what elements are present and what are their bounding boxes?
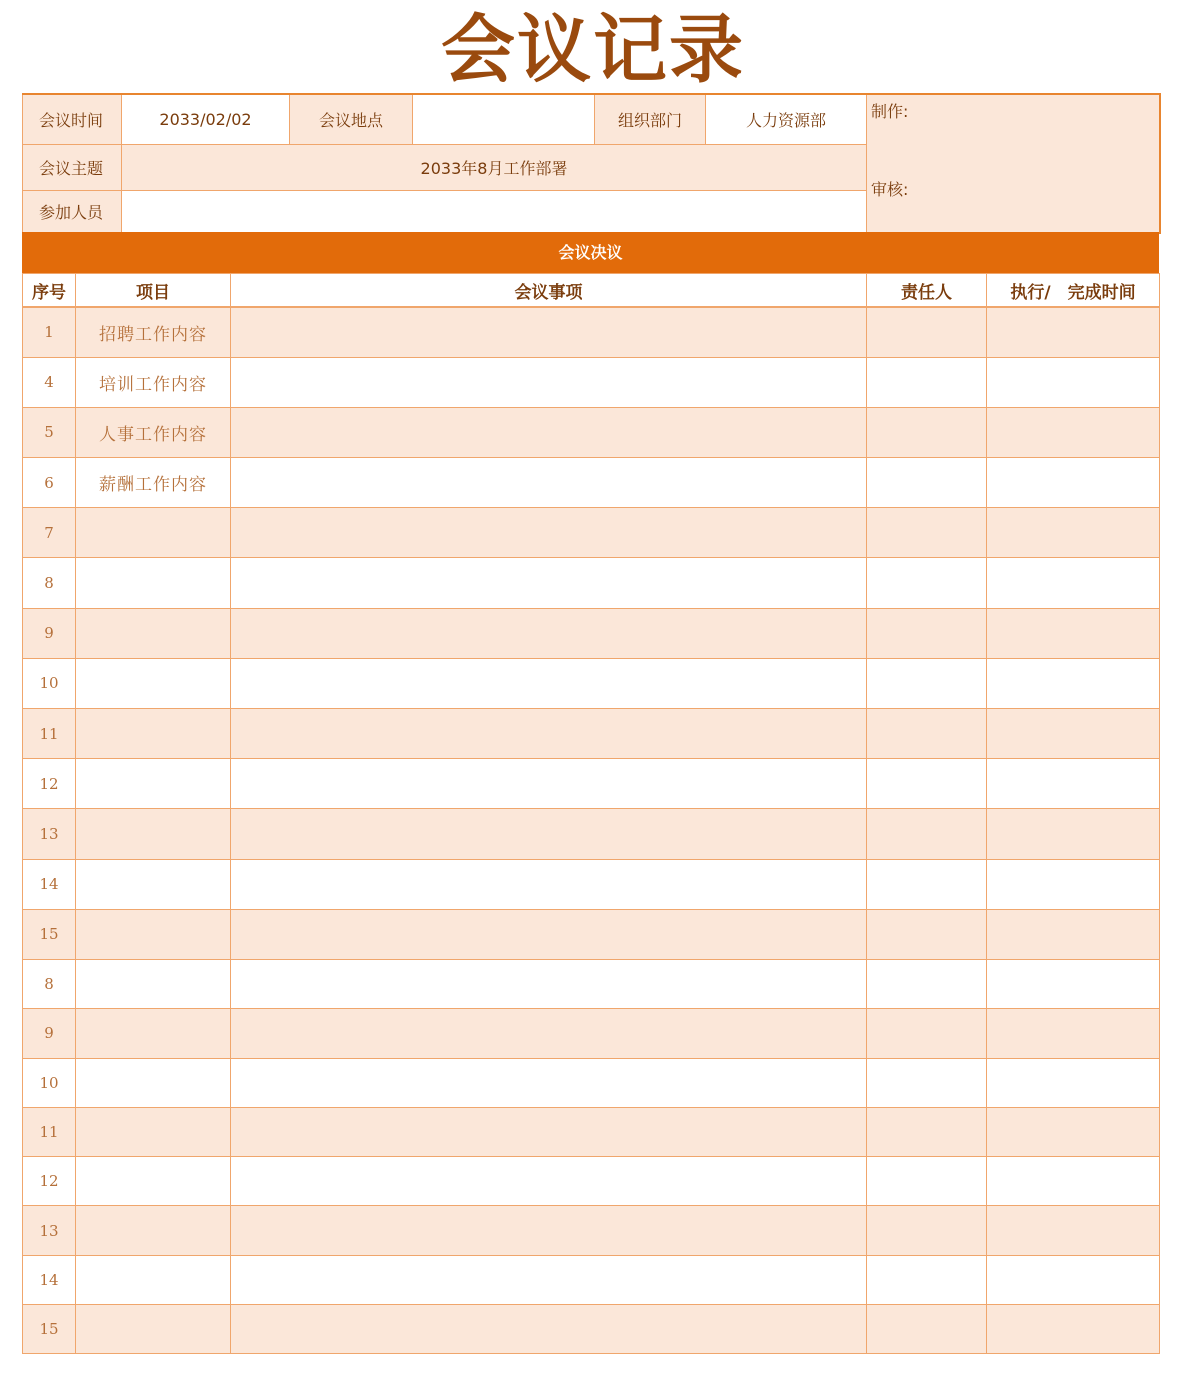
row-deadline[interactable]: [987, 1009, 1160, 1058]
row-matter[interactable]: [231, 1157, 867, 1206]
signoff-cell: [867, 94, 1160, 233]
row-index: 8: [23, 558, 76, 608]
row-index: 11: [23, 709, 76, 759]
row-deadline[interactable]: [987, 909, 1160, 959]
row-item[interactable]: [76, 709, 231, 759]
row-owner[interactable]: [867, 508, 987, 558]
row-index: 1: [23, 307, 76, 357]
header-deadline: 执行/ 完成时间: [987, 274, 1160, 308]
table-row: [23, 909, 1160, 959]
row-index: 7: [23, 508, 76, 558]
row-index: 12: [23, 1157, 76, 1206]
row-owner[interactable]: [867, 809, 987, 859]
table-row: [23, 658, 1160, 708]
row-index: 8: [23, 959, 76, 1008]
meeting-place-value[interactable]: [413, 94, 595, 144]
row-item[interactable]: 薪酬工作内容: [76, 458, 231, 508]
row-deadline[interactable]: [987, 1107, 1160, 1156]
row-owner[interactable]: [867, 658, 987, 708]
meeting-time-value[interactable]: 2033/02/02: [122, 94, 290, 144]
row-item[interactable]: [76, 558, 231, 608]
table-row: [23, 1058, 1160, 1107]
meeting-topic-label: 会议主题: [23, 144, 122, 190]
row-item[interactable]: [76, 658, 231, 708]
row-item[interactable]: [76, 759, 231, 809]
row-matter[interactable]: [231, 1255, 867, 1304]
row-matter[interactable]: [231, 709, 867, 759]
attendees-value[interactable]: [122, 190, 867, 233]
row-matter[interactable]: [231, 407, 867, 457]
row-matter[interactable]: [231, 307, 867, 357]
row-item[interactable]: [76, 1206, 231, 1255]
table-row: [23, 558, 1160, 608]
attendees-label: 参加人员: [23, 190, 122, 233]
header-owner: 责任人: [867, 274, 987, 308]
row-matter[interactable]: [231, 458, 867, 508]
table-row: [23, 1009, 1160, 1058]
row-deadline[interactable]: [987, 1305, 1160, 1354]
row-index: 12: [23, 759, 76, 809]
row-owner[interactable]: [867, 959, 987, 1008]
table-row: [23, 1255, 1160, 1304]
row-matter[interactable]: [231, 1058, 867, 1107]
row-deadline[interactable]: [987, 407, 1160, 457]
row-index: 13: [23, 1206, 76, 1255]
row-matter[interactable]: [231, 809, 867, 859]
row-item[interactable]: [76, 1009, 231, 1058]
row-item[interactable]: [76, 909, 231, 959]
row-deadline[interactable]: [987, 709, 1160, 759]
row-index: 14: [23, 859, 76, 909]
row-owner[interactable]: [867, 307, 987, 357]
table-row: [23, 1206, 1160, 1255]
resolutions-table: [22, 273, 1160, 1354]
row-owner[interactable]: [867, 1305, 987, 1354]
row-deadline[interactable]: [987, 608, 1160, 658]
row-matter[interactable]: [231, 1305, 867, 1354]
row-item[interactable]: [76, 1157, 231, 1206]
row-owner[interactable]: [867, 859, 987, 909]
table-row: [23, 809, 1160, 859]
row-index: 4: [23, 357, 76, 407]
table-row: [23, 759, 1160, 809]
maker-label: 制作:: [871, 102, 909, 121]
row-deadline[interactable]: [987, 1206, 1160, 1255]
table-row: [23, 407, 1160, 457]
table-row: [23, 1157, 1160, 1206]
table-row: [23, 307, 1160, 357]
row-index: 10: [23, 1058, 76, 1107]
row-index: 6: [23, 458, 76, 508]
row-owner[interactable]: [867, 909, 987, 959]
row-owner[interactable]: [867, 1206, 987, 1255]
row-index: 15: [23, 909, 76, 959]
row-deadline[interactable]: [987, 558, 1160, 608]
header-matter: 会议事项: [231, 274, 867, 308]
row-deadline[interactable]: [987, 658, 1160, 708]
table-row: [23, 709, 1160, 759]
row-item[interactable]: [76, 809, 231, 859]
row-item[interactable]: [76, 1305, 231, 1354]
table-row: [23, 859, 1160, 909]
row-item[interactable]: [76, 959, 231, 1008]
table-row: [23, 1107, 1160, 1156]
row-deadline[interactable]: [987, 759, 1160, 809]
meeting-info-table: [22, 93, 1161, 234]
table-header-row: [23, 274, 1160, 308]
row-owner[interactable]: [867, 1255, 987, 1304]
row-deadline[interactable]: [987, 357, 1160, 407]
row-owner[interactable]: [867, 1058, 987, 1107]
row-deadline[interactable]: [987, 1255, 1160, 1304]
reviewer-label: 审核:: [871, 180, 909, 199]
row-matter[interactable]: [231, 859, 867, 909]
row-item[interactable]: [76, 1255, 231, 1304]
row-deadline[interactable]: [987, 1157, 1160, 1206]
row-owner[interactable]: [867, 558, 987, 608]
table-row: [23, 508, 1160, 558]
row-owner[interactable]: [867, 458, 987, 508]
row-index: 14: [23, 1255, 76, 1304]
row-index: 13: [23, 809, 76, 859]
row-matter[interactable]: [231, 558, 867, 608]
organizer-dept-label: 组织部门: [595, 94, 706, 144]
table-row: [23, 959, 1160, 1008]
row-item[interactable]: [76, 1107, 231, 1156]
row-item[interactable]: [76, 508, 231, 558]
row-item[interactable]: 招聘工作内容: [76, 307, 231, 357]
row-deadline[interactable]: [987, 859, 1160, 909]
row-index: 5: [23, 407, 76, 457]
table-row: [23, 608, 1160, 658]
row-owner[interactable]: [867, 709, 987, 759]
row-deadline[interactable]: [987, 458, 1160, 508]
row-deadline[interactable]: [987, 1058, 1160, 1107]
meeting-topic-value[interactable]: 2033年8月工作部署: [122, 144, 867, 190]
meeting-time-label: 会议时间: [23, 94, 122, 144]
row-deadline[interactable]: [987, 809, 1160, 859]
row-item[interactable]: [76, 1058, 231, 1107]
row-owner[interactable]: [867, 407, 987, 457]
row-deadline[interactable]: [987, 307, 1160, 357]
row-matter[interactable]: [231, 658, 867, 708]
row-matter[interactable]: [231, 959, 867, 1008]
table-row: [23, 458, 1160, 508]
row-matter[interactable]: [231, 909, 867, 959]
organizer-dept-value[interactable]: 人力资源部: [706, 94, 867, 144]
header-item: 项目: [76, 274, 231, 308]
row-index: 9: [23, 1009, 76, 1058]
row-matter[interactable]: [231, 1206, 867, 1255]
table-row: [23, 1305, 1160, 1354]
header-index: 序号: [23, 274, 76, 308]
row-matter[interactable]: [231, 1107, 867, 1156]
resolutions-banner: 会议决议: [22, 232, 1159, 273]
meeting-place-label: 会议地点: [290, 94, 413, 144]
row-owner[interactable]: [867, 759, 987, 809]
row-index: 9: [23, 608, 76, 658]
row-item[interactable]: 人事工作内容: [76, 407, 231, 457]
row-owner[interactable]: [867, 1009, 987, 1058]
row-deadline[interactable]: [987, 959, 1160, 1008]
row-index: 10: [23, 658, 76, 708]
row-item[interactable]: 培训工作内容: [76, 357, 231, 407]
row-owner[interactable]: [867, 1157, 987, 1206]
row-matter[interactable]: [231, 759, 867, 809]
row-matter[interactable]: [231, 357, 867, 407]
page-title: 会议记录: [441, 7, 745, 93]
row-index: 11: [23, 1107, 76, 1156]
row-deadline[interactable]: [987, 508, 1160, 558]
row-item[interactable]: [76, 859, 231, 909]
row-index: 15: [23, 1305, 76, 1354]
row-owner[interactable]: [867, 1107, 987, 1156]
row-owner[interactable]: [867, 357, 987, 407]
row-matter[interactable]: [231, 608, 867, 658]
table-row: [23, 357, 1160, 407]
row-item[interactable]: [76, 608, 231, 658]
row-matter[interactable]: [231, 508, 867, 558]
row-matter[interactable]: [231, 1009, 867, 1058]
row-owner[interactable]: [867, 608, 987, 658]
